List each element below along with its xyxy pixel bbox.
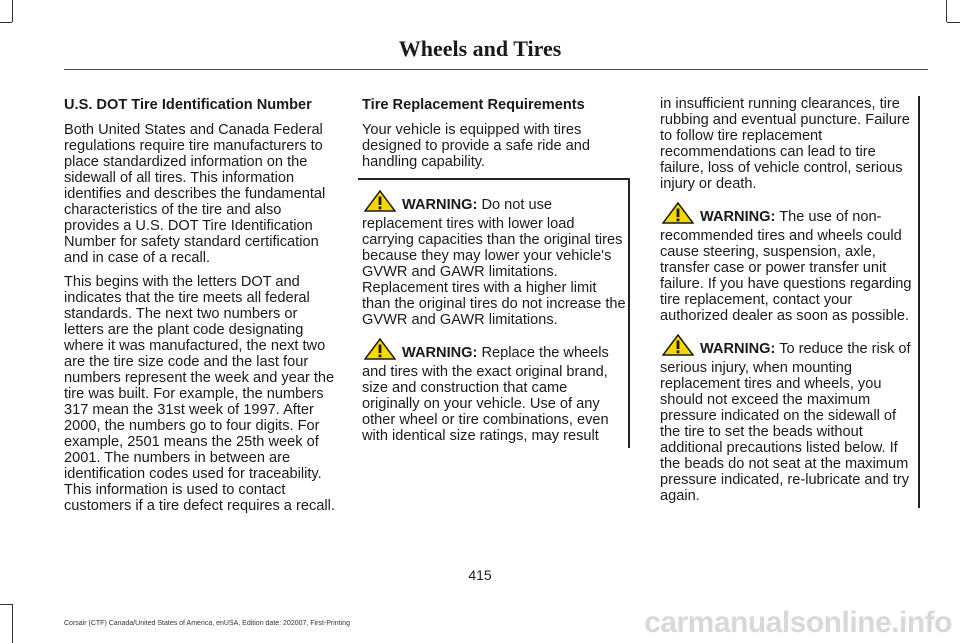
warning-text: Do not use replacement tires with lower load carrying capacities than the original tires because they may lower your vehicle's GVWR and GAWR limitations. Replacement tires with a higher limit than the original tires do not increase the GVWR and GAWR limitations. bbox=[362, 197, 626, 328]
crop-mark bbox=[12, 604, 13, 643]
warning-label: WARNING: bbox=[402, 197, 478, 213]
header-divider bbox=[64, 69, 928, 70]
footer-edition: Corsair (CTF) Canada/United States of America, enUSA, Edition date: 202007, First-Printing bbox=[64, 620, 350, 627]
warning-item bbox=[660, 202, 916, 324]
warning-triangle-icon bbox=[662, 202, 694, 228]
paragraph: Both United States and Canada Federal regulations require tire manufacturers to place standardized information on the sidewall of all tires. This information identifies and describes the fundamental characteristics of the tire and also provides a U.S. DOT Tire Identification Number for safety standard certification and in case of a recall. bbox=[64, 122, 326, 266]
warning-item bbox=[362, 190, 626, 328]
crop-mark bbox=[0, 604, 12, 605]
crop-mark bbox=[0, 22, 12, 23]
page-number: 415 bbox=[468, 567, 492, 583]
watermark: carmanualsonline.info bbox=[644, 606, 952, 639]
paragraph: Your vehicle is equipped with tires designed to provide a safe ride and handling capability. bbox=[362, 122, 590, 170]
page-header-title: Wheels and Tires bbox=[398, 36, 562, 61]
crop-mark bbox=[946, 0, 947, 22]
column-dot-id bbox=[64, 96, 336, 522]
warning-text: Replace the wheels and tires with the exact original brand, size and construction that came originally on your vehicle. Use of any other wheel or tire combinations, even with identical size ratings, may result bbox=[362, 345, 609, 444]
warning-label: WARNING: bbox=[700, 209, 776, 225]
paragraph: This begins with the letters DOT and indicates that the tire meets all federal standards. The next two numbers or letters are the plant code designating where it was manufactured, the next two are the tire size code and the last four numbers represent the week and year the tire was built. For example, the numbers 317 mean the 31st week of 1997. After 2000, the numbers go to four digits. For example, 2501 means the 25th week of 2001. The numbers in between are identification codes used for traceability. This information is used to contact customers if a tire defect requires a recall. bbox=[64, 274, 335, 514]
warning-box bbox=[358, 178, 630, 448]
warning-triangle-icon bbox=[364, 338, 396, 364]
warning-item bbox=[362, 338, 626, 444]
paragraph: in insufficient running clearances, tire rubbing and eventual puncture. Failure to follow tire replacement recommendations can lead to tire failure, loss of vehicle control, serious injury or death. bbox=[660, 96, 910, 192]
crop-mark bbox=[947, 22, 960, 23]
column-warnings-continued bbox=[660, 96, 920, 508]
warning-triangle-icon bbox=[364, 190, 396, 216]
section-heading: U.S. DOT Tire Identification Number bbox=[64, 97, 312, 113]
crop-mark bbox=[12, 0, 13, 22]
warning-label: WARNING: bbox=[700, 341, 776, 357]
warning-text: To reduce the risk of serious injury, when mounting replacement tires and wheels, you should not exceed the maximum pressure indicated on the sidewall of the tire to set the beads without additional precautions listed below. If the beads do not seat at the maximum pressure indicated, re-lubricate and try again. bbox=[660, 341, 911, 504]
column-replacement-requirements bbox=[362, 96, 630, 448]
warning-item bbox=[660, 334, 916, 504]
warning-text: The use of non-recommended tires and wheels could cause steering, suspension, axle, transfer case or power transfer unit failure. If you have questions regarding tire replacement, contact your authorized dealer as soon as possible. bbox=[660, 209, 912, 324]
section-heading: Tire Replacement Requirements bbox=[362, 97, 585, 113]
warning-box-continued bbox=[660, 96, 920, 508]
warning-label: WARNING: bbox=[402, 345, 478, 361]
warning-triangle-icon bbox=[662, 334, 694, 360]
